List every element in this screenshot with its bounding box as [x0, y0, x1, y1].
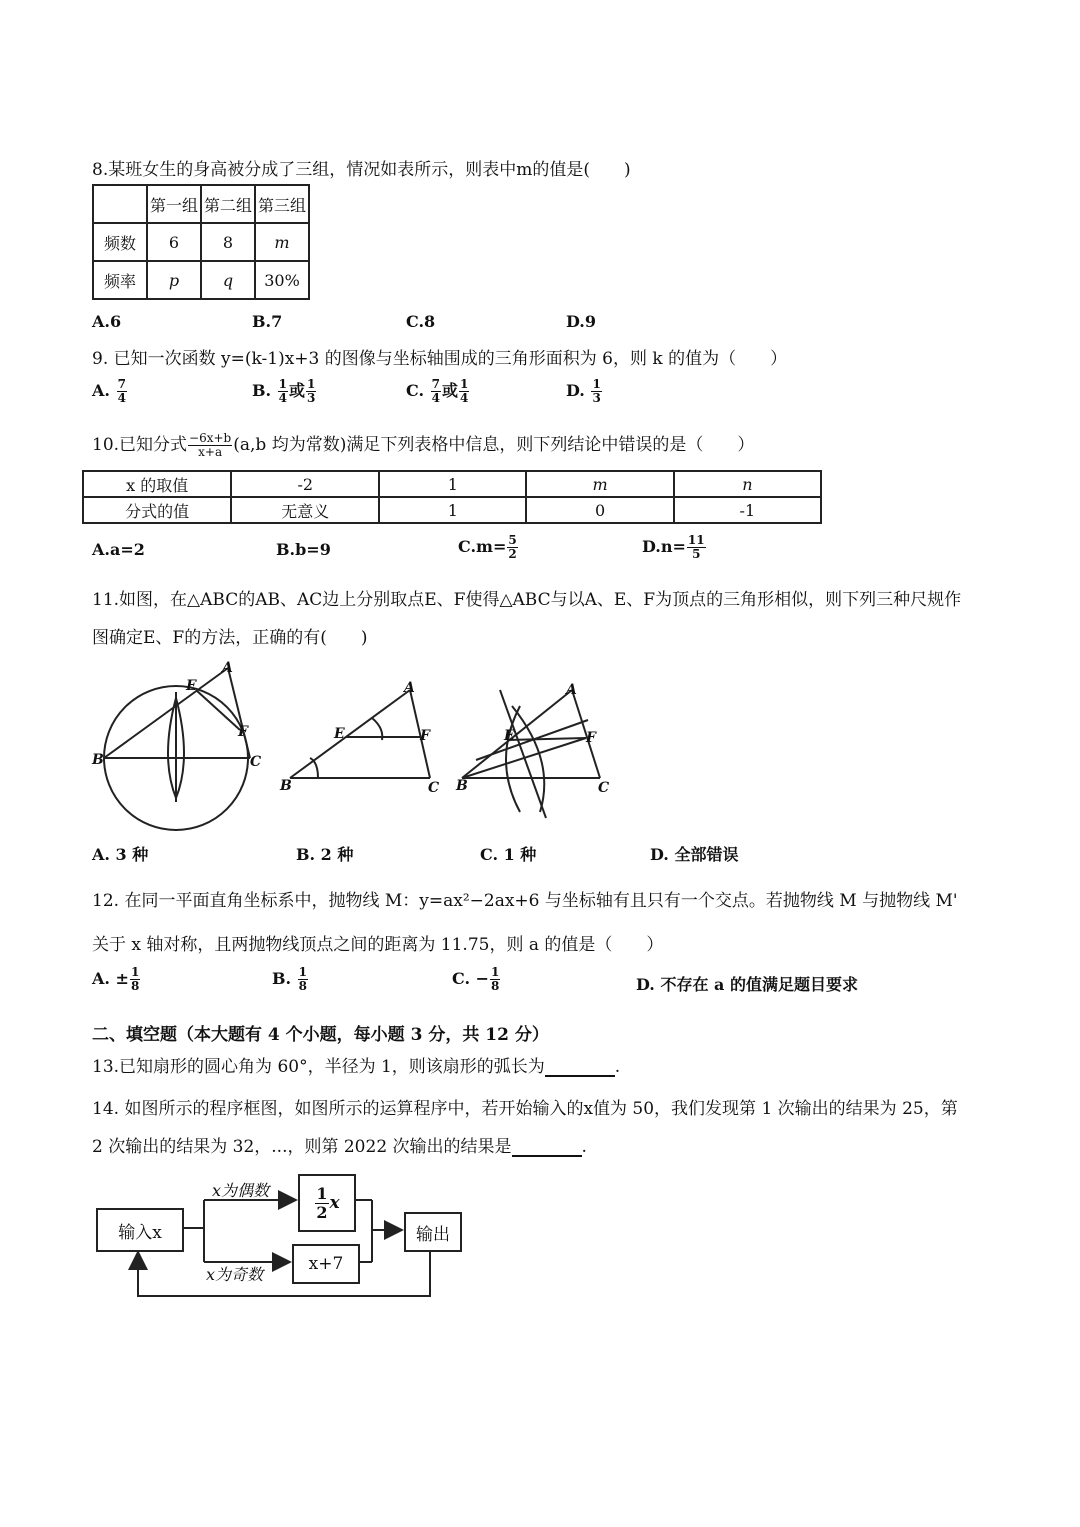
q10-table-cell: 0: [526, 497, 673, 523]
flow-half-den: 2: [316, 1202, 328, 1222]
q9-b-den2: 3: [307, 391, 316, 405]
q9-d-den: 3: [592, 391, 601, 405]
q10-table-cell: -2: [231, 471, 379, 497]
q8-table-cell: q: [201, 261, 255, 299]
q9-d-label: D.: [566, 381, 585, 400]
q12-b-den: 8: [298, 979, 308, 993]
q11-option-d[interactable]: D. 全部错误: [650, 845, 739, 864]
q14-stem-line1: 14. 如图所示的程序框图，如图所示的运算程序中，若开始输入的x值为 50，我们发现第 1 次输出的结果为 25，第: [92, 1099, 958, 1119]
flow-half-var: x: [329, 1193, 340, 1213]
q11-stem-line1: 11.如图，在△ABC的AB、AC边上分别取点E、F使得△ABC与以A、E、F为顶点的三角形相似，则下列三种尺规作: [92, 590, 962, 610]
q11-option-a[interactable]: A. 3 种: [92, 845, 149, 864]
q8-table-header: 第二组: [201, 185, 255, 223]
q12-a-num: 1: [130, 965, 140, 979]
q10-option-a[interactable]: A.a=2: [92, 540, 145, 559]
q8-table-cell: m: [255, 223, 309, 261]
q8-table-header: 第一组: [147, 185, 201, 223]
q10-frac-den: x+a: [198, 445, 223, 459]
q8-option-b[interactable]: B.7: [252, 312, 283, 331]
q12-option-d[interactable]: D. 不存在 a 的值满足题目要求: [636, 975, 858, 994]
q9-c-den1: 4: [431, 391, 440, 405]
q10-table-cell: 无意义: [231, 497, 379, 523]
q9-b-den1: 4: [278, 391, 288, 405]
q14-stem2-text: 2 次输出的结果为 32，...，则第 2022 次输出的结果是: [92, 1137, 512, 1157]
q9-c-sep: 或: [441, 381, 458, 400]
flow-odd-label: x为奇数: [206, 1265, 264, 1284]
q10-table-cell: 1: [379, 497, 526, 523]
q12-stem-line2: 关于 x 轴对称，且两抛物线顶点之间的距离为 11.75，则 a 的值是（ ）: [92, 935, 664, 955]
q8-option-c[interactable]: C.8: [406, 312, 436, 331]
q10-stem-pre: 10.已知分式: [92, 435, 188, 455]
fig2-label-f: F: [420, 728, 430, 744]
q10-frac-num: −6x+b: [189, 431, 232, 445]
fig1-label-f: F: [238, 724, 248, 740]
q13-stem-text: 13.已知扇形的圆心角为 60°，半径为 1，则该扇形的弧长为: [92, 1057, 545, 1077]
q10-option-b[interactable]: B.b=9: [276, 540, 331, 559]
fig1-label-c: C: [250, 754, 262, 770]
q10-d-den: 5: [692, 547, 701, 561]
q9-c-label: C.: [406, 381, 425, 400]
section-2-heading: 二、填空题（本大题有 4 个小题，每小题 3 分，共 12 分）: [92, 1025, 549, 1045]
flow-output-box: 输出: [404, 1212, 462, 1252]
q10-d-label: D.n=: [642, 537, 686, 556]
q10-c-den: 2: [508, 547, 517, 561]
fig2-label-b: B: [280, 778, 292, 794]
q8-table-cell: 6: [147, 223, 201, 261]
q12-a-den: 8: [130, 979, 140, 993]
q9-d-num: 1: [592, 377, 601, 391]
q12-stem-line1: 12. 在同一平面直角坐标系中，抛物线 M：y=ax²−2ax+6 与坐标轴有且只有一个交点。若抛物线 M 与抛物线 M': [92, 891, 958, 911]
q10-table-cell: 分式的值: [83, 497, 231, 523]
flow-half-box: [298, 1174, 356, 1232]
q8-option-d[interactable]: D.9: [566, 312, 597, 331]
q9-c-den2: 4: [459, 391, 469, 405]
q14-end: .: [581, 1137, 587, 1157]
q10-table-cell: x 的取值: [83, 471, 231, 497]
q10-d-num: 11: [687, 533, 705, 547]
q8-stem: 8.某班女生的身高被分成了三组，情况如表所示，则表中m的值是( ): [92, 160, 631, 180]
q10-table-cell: m: [526, 471, 673, 497]
q12-b-num: 1: [298, 965, 308, 979]
q10-stem-post: (a,b 均为常数)满足下列表格中信息，则下列结论中错误的是（ ）: [233, 435, 755, 455]
q11-stem-line2: 图确定E、F的方法，正确的有( ): [92, 628, 368, 648]
q12-a-label: A. ±: [92, 969, 129, 988]
fig3-label-c: C: [598, 780, 610, 796]
q10-c-num: 5: [508, 533, 517, 547]
q9-stem: 9. 已知一次函数 y=(k-1)x+3 的图像与坐标轴围成的三角形面积为 6，则 k 的值为（ ）: [92, 349, 788, 369]
q9-c-num1: 7: [431, 377, 440, 391]
flow-plus7-box: x+7: [292, 1244, 360, 1284]
q10-table-cell: n: [674, 471, 821, 497]
fig1-label-e: E: [186, 678, 197, 694]
fig3-label-e: E: [504, 728, 515, 744]
fig2-label-e: E: [334, 726, 345, 742]
fig2-label-c: C: [428, 780, 440, 796]
fig3-label-a: A: [566, 682, 577, 698]
fig2-label-a: A: [404, 680, 415, 696]
q10-table-cell: 1: [379, 471, 526, 497]
q9-c-num2: 1: [459, 377, 469, 391]
q12-c-den: 8: [491, 979, 500, 993]
q9-a-label: A.: [92, 381, 110, 400]
q8-table-cell: 8: [201, 223, 255, 261]
q8-table-cell: 频率: [93, 261, 147, 299]
flow-even-label: x为偶数: [212, 1181, 270, 1200]
q12-c-num: 1: [491, 965, 500, 979]
fig1-label-a: A: [222, 660, 233, 676]
q8-table-cell: p: [147, 261, 201, 299]
flow-half-num: 1: [316, 1183, 328, 1203]
q12-c-label: C. −: [452, 969, 489, 988]
q9-b-label: B.: [252, 381, 272, 400]
q9-b-num1: 1: [278, 377, 288, 391]
q9-a-den: 4: [117, 391, 126, 405]
q11-option-c[interactable]: C. 1 种: [480, 845, 537, 864]
q8-option-a[interactable]: A.6: [92, 312, 122, 331]
q11-option-b[interactable]: B. 2 种: [296, 845, 354, 864]
q9-a-num: 7: [117, 377, 126, 391]
flow-input-box: 输入x: [96, 1208, 184, 1252]
q12-b-label: B.: [272, 969, 292, 988]
q9-b-num2: 1: [307, 377, 316, 391]
fig3-label-f: F: [586, 730, 596, 746]
q8-table-cell: 30%: [255, 261, 309, 299]
q8-table-cell: 频数: [93, 223, 147, 261]
q9-b-sep: 或: [289, 381, 306, 400]
q10-c-label: C.m=: [458, 537, 507, 556]
fig1-label-b: B: [92, 752, 104, 768]
fig3-label-b: B: [456, 778, 468, 794]
q10-table-cell: -1: [674, 497, 821, 523]
q13-end: .: [614, 1057, 621, 1077]
q8-table-header: 第三组: [255, 185, 309, 223]
